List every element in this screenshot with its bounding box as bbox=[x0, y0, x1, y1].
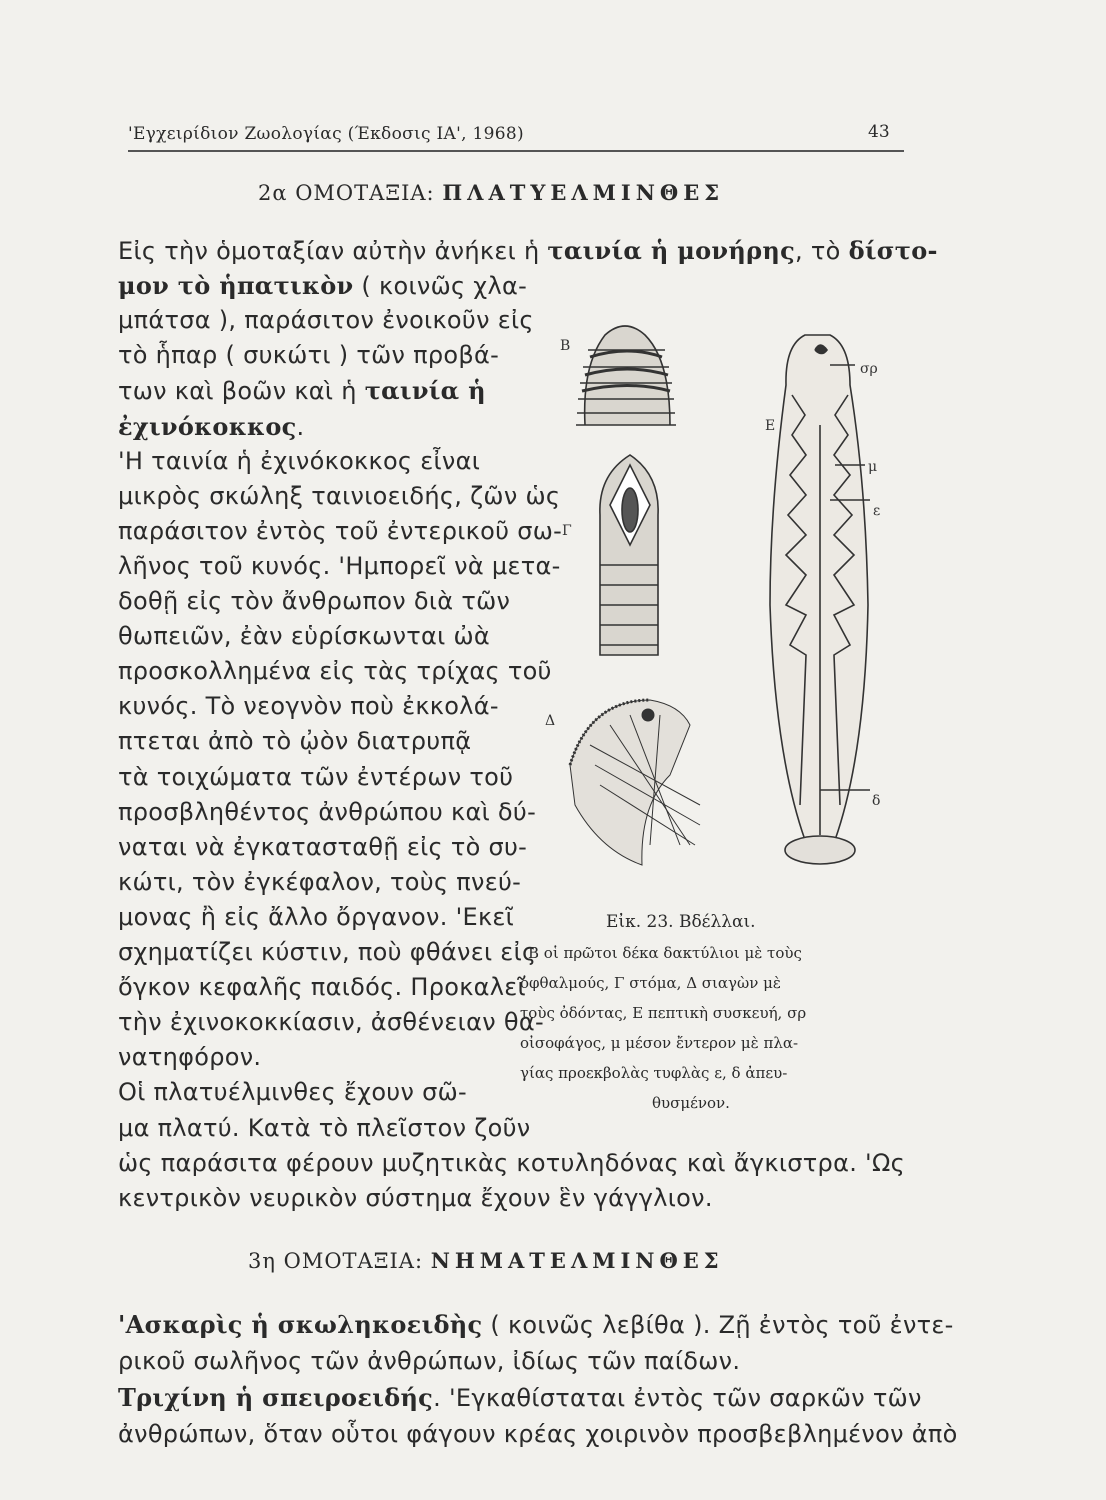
text-line bbox=[118, 1383, 922, 1412]
text-span: . bbox=[296, 412, 305, 441]
text-line bbox=[118, 517, 562, 545]
text-span: ὄγκον κεφαλῆς παιδός. Προκαλεῖ bbox=[118, 973, 526, 1002]
section-label: 2α ΟΜΟΤΑΞΙΑ: bbox=[258, 181, 435, 205]
text-span: ( κοινῶς χλα- bbox=[353, 272, 528, 301]
text-line bbox=[118, 727, 471, 755]
text-line bbox=[118, 1043, 261, 1071]
bold-term: Τριχίνη ἡ σπειροειδής bbox=[118, 1383, 434, 1412]
text-line bbox=[118, 236, 938, 265]
text-span: ἀνθρώπων, ὅταν οὗτοι φάγουν κρέας χοιρινὸν προσβεβλημένον ἀπὸ bbox=[118, 1419, 958, 1448]
text-span: μπάτσα ), παράσιτον ἐνοικοῦν εἰς bbox=[118, 306, 534, 335]
text-line bbox=[118, 763, 513, 791]
text-line bbox=[118, 1149, 905, 1177]
text-line bbox=[118, 271, 527, 300]
text-span: ναται νὰ ἐγκατασταθῇ εἰς τὸ συ- bbox=[118, 832, 528, 861]
leech-jaw-illustration bbox=[570, 700, 700, 865]
page-number: 43 bbox=[868, 122, 890, 142]
text-span: 'Η ταινία ἡ ἐχινόκοκκος εἶναι bbox=[118, 446, 481, 475]
text-span: Εἰς τὴν ὁμοταξίαν αὐτὴν ἀνήκει ἡ bbox=[118, 237, 548, 265]
figure-leeches bbox=[530, 305, 910, 905]
text-line bbox=[118, 412, 304, 441]
label-sr: σρ bbox=[860, 361, 878, 377]
section-title: ΝΗΜΑΤΕΛΜΙΝΘΕΣ bbox=[430, 1248, 724, 1273]
text-span: κώτι, τὸν ἐγκέφαλον, τοὺς πνεύ- bbox=[118, 867, 522, 896]
section-title: ΠΛΑΤΥΕΛΜΙΝΘΕΣ bbox=[442, 180, 725, 205]
leech-digestive-system-illustration bbox=[770, 335, 870, 864]
text-line bbox=[118, 376, 486, 405]
label-gamma: Γ bbox=[562, 523, 572, 539]
text-span: μα πλατύ. Κατὰ τὸ πλεῖστον ζοῦν bbox=[118, 1113, 531, 1142]
text-span: δοθῇ εἰς τὸν ἄνθρωπον διὰ τῶν bbox=[118, 587, 511, 615]
bold-term: μον τὸ ἡπατικὸν bbox=[118, 271, 354, 301]
text-span: κυνός. Τὸ νεογνὸν ποὺ ἐκκολά- bbox=[118, 692, 499, 721]
text-line bbox=[118, 1184, 713, 1212]
text-span: Οἱ πλατυέλμινθες ἔχουν σῶ- bbox=[118, 1078, 468, 1107]
caption-line: B οἱ πρῶτοι δέκα δακτύλιοι μὲ τοὺς bbox=[528, 944, 802, 962]
text-line bbox=[118, 1114, 530, 1142]
text-line bbox=[118, 306, 534, 334]
label-b: B bbox=[560, 338, 571, 354]
text-line bbox=[118, 833, 527, 861]
text-span: , τὸ bbox=[795, 237, 849, 265]
caption-line: ὀφθαλμούς, Γ στόμα, Δ σιαγὼν μὲ bbox=[520, 974, 781, 992]
text-span: παράσιτον ἐντὸς τοῦ ἐντερικοῦ σω- bbox=[118, 516, 563, 545]
text-line bbox=[118, 938, 536, 966]
text-span: πτεται ἀπὸ τὸ ᾠὸν διατρυπᾷ bbox=[118, 727, 472, 756]
bold-term: 'Ασκαρὶς ἡ σκωληκοειδὴς bbox=[118, 1310, 483, 1339]
text-span: μονας ἢ εἰς ἄλλο ὄργανον. 'Εκεῖ bbox=[118, 902, 515, 931]
label-delta-upper: Δ bbox=[545, 713, 556, 729]
text-span: ρικοῦ σωλῆνος τῶν ἀνθρώπων, ἰδίως τῶν παίδων. bbox=[118, 1346, 741, 1375]
leech-head-rings-illustration bbox=[576, 326, 676, 425]
text-span: τὰ τοιχώματα τῶν ἐντέρων τοῦ bbox=[118, 762, 514, 791]
text-line bbox=[118, 341, 499, 369]
bold-term: ἐχινόκοκκος bbox=[118, 411, 297, 441]
text-span: προσκολλημένα εἰς τὰς τρίχας τοῦ bbox=[118, 657, 552, 686]
text-line bbox=[118, 587, 510, 615]
text-line bbox=[118, 1347, 740, 1375]
text-span: θωπειῶν, ἐὰν εὑρίσκωνται ὠὰ bbox=[118, 622, 491, 651]
text-span: προσβληθέντος ἀνθρώπου καὶ δύ- bbox=[118, 797, 537, 826]
text-span: κεντρικὸν νευρικὸν σύστημα ἔχουν ἓν γάγγλιον. bbox=[118, 1183, 713, 1212]
header-rule bbox=[128, 150, 904, 152]
text-line bbox=[118, 798, 536, 826]
text-line bbox=[118, 1310, 954, 1339]
text-span: λῆνος τοῦ κυνός. 'Ημπορεῖ νὰ μετα- bbox=[118, 551, 561, 580]
caption-line: τοὺς ὀδόντας, Ε πεπτικὴ συσκευή, σρ bbox=[520, 1004, 807, 1022]
text-line bbox=[118, 482, 560, 510]
section-heading-platyhelminthes bbox=[258, 180, 724, 205]
text-line bbox=[118, 1420, 958, 1448]
text-span: των καὶ βοῶν καὶ ἡ bbox=[118, 377, 365, 406]
text-span: σχηματίζει κύστιν, ποὺ φθάνει εἰς bbox=[118, 938, 537, 966]
text-line bbox=[118, 552, 561, 580]
text-line bbox=[118, 1008, 544, 1036]
section-label: 3η ΟΜΟΤΑΞΙΑ: bbox=[248, 1249, 424, 1273]
caption-line: θυσμένον. bbox=[652, 1094, 730, 1112]
text-span: νατηφόρον. bbox=[118, 1043, 262, 1072]
caption-line: οἰσοφάγος, μ μέσον ἔντερον μὲ πλα- bbox=[520, 1034, 799, 1052]
section-heading-nematelminthes bbox=[248, 1248, 724, 1273]
bold-term: ταινία ἡ μονήρης bbox=[547, 236, 796, 265]
text-span: τὸ ἧπαρ ( συκώτι ) τῶν προβά- bbox=[118, 341, 500, 370]
caption-line: γίας προεκβολὰς τυφλὰς ε, δ ἀπευ- bbox=[520, 1064, 788, 1082]
text-line bbox=[118, 868, 521, 896]
text-line bbox=[118, 692, 499, 720]
text-line bbox=[118, 1078, 467, 1106]
text-line bbox=[118, 973, 526, 1001]
text-span: ( κοινῶς λεβίθα ). Ζῇ ἐντὸς τοῦ ἐντε- bbox=[482, 1311, 954, 1339]
label-mu: μ bbox=[868, 459, 878, 475]
label-delta: δ bbox=[872, 793, 881, 809]
text-span: . 'Εγκαθίσταται ἐντὸς τῶν σαρκῶν τῶν bbox=[433, 1384, 922, 1412]
running-header: 'Εγχειρίδιον Ζωολογίας (Έκδοσις ΙΑ', 1968) bbox=[128, 124, 524, 144]
leech-mouth-illustration bbox=[600, 455, 658, 655]
text-line bbox=[118, 657, 552, 685]
label-epsilon-upper: Ε bbox=[765, 418, 776, 434]
text-span: μικρὸς σκώληξ ταινιοειδής, ζῶν ὡς bbox=[118, 481, 561, 510]
figure-caption-title: Εἰκ. 23. Βδέλλαι. bbox=[606, 912, 756, 932]
text-span: τὴν ἐχινοκοκκίασιν, ἀσθένειαν θα- bbox=[118, 1008, 544, 1037]
text-line bbox=[118, 447, 480, 475]
label-epsilon: ε bbox=[873, 503, 881, 519]
text-span: ὡς παράσιτα φέρουν μυζητικὰς κοτυληδόνας καὶ ἄγκιστρα. 'Ως bbox=[118, 1148, 905, 1177]
text-line bbox=[118, 903, 514, 931]
bold-term: δίστο- bbox=[848, 236, 938, 265]
bold-term: ταινία ἡ bbox=[364, 376, 486, 406]
text-line bbox=[118, 622, 490, 650]
